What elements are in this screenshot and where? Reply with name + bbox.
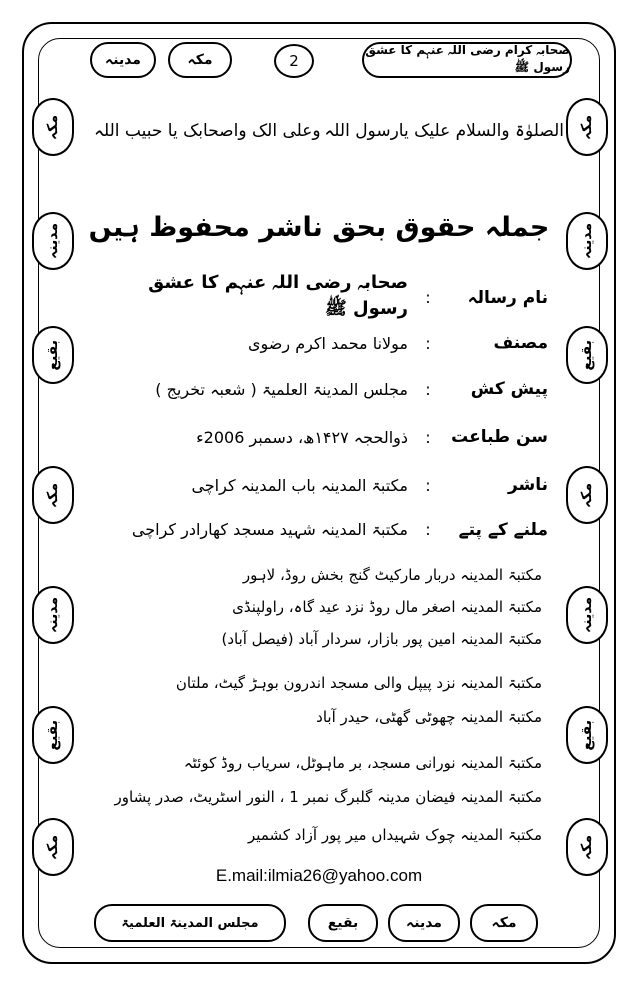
detail-value: ذوالحجہ ۱۴۲۷ھ، دسمبر 2006ء [196,427,408,447]
detail-row-book-name [110,272,548,319]
right-medallion-madina-2: مدینہ [566,586,608,644]
detail-row-author [110,328,548,358]
right-medallion-makkah-1: مکہ [566,98,608,156]
branch-address: مکتبۃ المدینہ دربار مارکیٹ گنج بخش روڈ، لاہور [242,566,542,584]
right-medallion-makkah-2: مکہ [566,466,608,524]
left-medallion-makkah-1: مکہ [32,98,74,156]
bottom-publisher-badge: مجلس المدینۃ العلمیۃ [94,904,286,942]
detail-colon: : [425,333,431,353]
detail-label: سن طباعت [451,427,548,447]
detail-row-presented-by [110,374,548,404]
detail-value: مکتبۃ المدینہ شہید مسجد کھارادر کراچی [131,519,408,539]
branch-address: مکتبۃ المدینہ نزد پیپل والی مسجد اندرون بوہڑ گیٹ، ملتان [175,674,542,692]
detail-label: ملنے کے پتے [458,519,548,540]
detail-value: مکتبۃ المدینہ باب المدینہ کراچی [191,475,408,495]
right-medallion-baqi-2: بقیع [566,706,608,764]
detail-value: مولانا محمد اکرم رضوی [248,333,408,353]
left-medallion-baqi-2: بقیع [32,706,74,764]
left-medallion-madina-2: مدینہ [32,586,74,644]
bottom-badge-makkah: مکہ [470,904,538,942]
copyright-title: جملہ حقوق بحق ناشر محفوظ ہیں [88,212,550,243]
detail-colon: : [425,379,431,399]
top-badge-makkah: مکہ [168,42,232,78]
branch-address: مکتبۃ المدینہ اصغر مال روڈ نزد عید گاہ، راولپنڈی [232,598,542,616]
detail-colon: : [425,475,431,495]
right-medallion-makkah-3: مکہ [566,818,608,876]
detail-label: مصنف [493,333,548,353]
detail-colon: : [425,427,431,447]
right-medallion-baqi-1: بقیع [566,326,608,384]
right-medallion-madina-1: مدینہ [566,212,608,270]
detail-row-addresses [110,514,548,544]
branch-address: مکتبۃ المدینہ امین پور بازار، سردار آباد (فیصل آباد) [221,630,542,648]
branch-address: مکتبۃ المدینہ فیضان مدینہ گلبرگ نمبر 1 ، النور اسٹریٹ، صدر پشاور [114,788,542,806]
detail-colon: : [425,287,431,307]
bottom-badge-madina: مدینہ [388,904,460,942]
top-badge-madina: مدینہ [90,42,156,78]
branch-address: مکتبۃ المدینہ نورانی مسجد، بر ماہوٹل، سریاب روڈ کوئٹہ [183,754,542,772]
branch-address: مکتبۃ المدینہ چوک شہیداں میر پور آزاد کشمیر [248,826,542,844]
contact-email: E.mail:ilmia26@yahoo.com [215,866,423,885]
detail-row-publisher [110,470,548,500]
left-medallion-baqi-1: بقیع [32,326,74,384]
detail-label: نام رسالہ [467,287,548,308]
detail-row-print-date [110,422,548,452]
detail-label: ناشر [507,475,548,495]
detail-label: پیش کش [470,379,548,399]
detail-value: مجلس المدینۃ العلمیۃ ( شعبہ تخریج ) [155,379,408,399]
salutation-right: الصلوٰۃ والسلام علیک یارسول اللہ [324,121,564,141]
book-title-badge: صحابہ کرام رضی اللہ عنہم کا عشق رسول ﷺ [362,42,572,78]
detail-value: صحابہ رضی اللہ عنہم کا عشق رسول ﷺ [148,272,408,319]
salutation-left: وعلی الک واصحابک یا حبیب اللہ [94,121,321,141]
detail-colon: : [425,519,431,539]
left-medallion-madina-1: مدینہ [32,212,74,270]
branch-address: مکتبۃ المدینہ چھوٹی گھٹی، حیدر آباد [316,708,542,726]
left-medallion-makkah-2: مکہ [32,466,74,524]
bottom-badge-baqi: بقیع [308,904,378,942]
page-number: 2 [274,44,314,78]
left-medallion-makkah-3: مکہ [32,818,74,876]
salutation-line [94,120,564,150]
